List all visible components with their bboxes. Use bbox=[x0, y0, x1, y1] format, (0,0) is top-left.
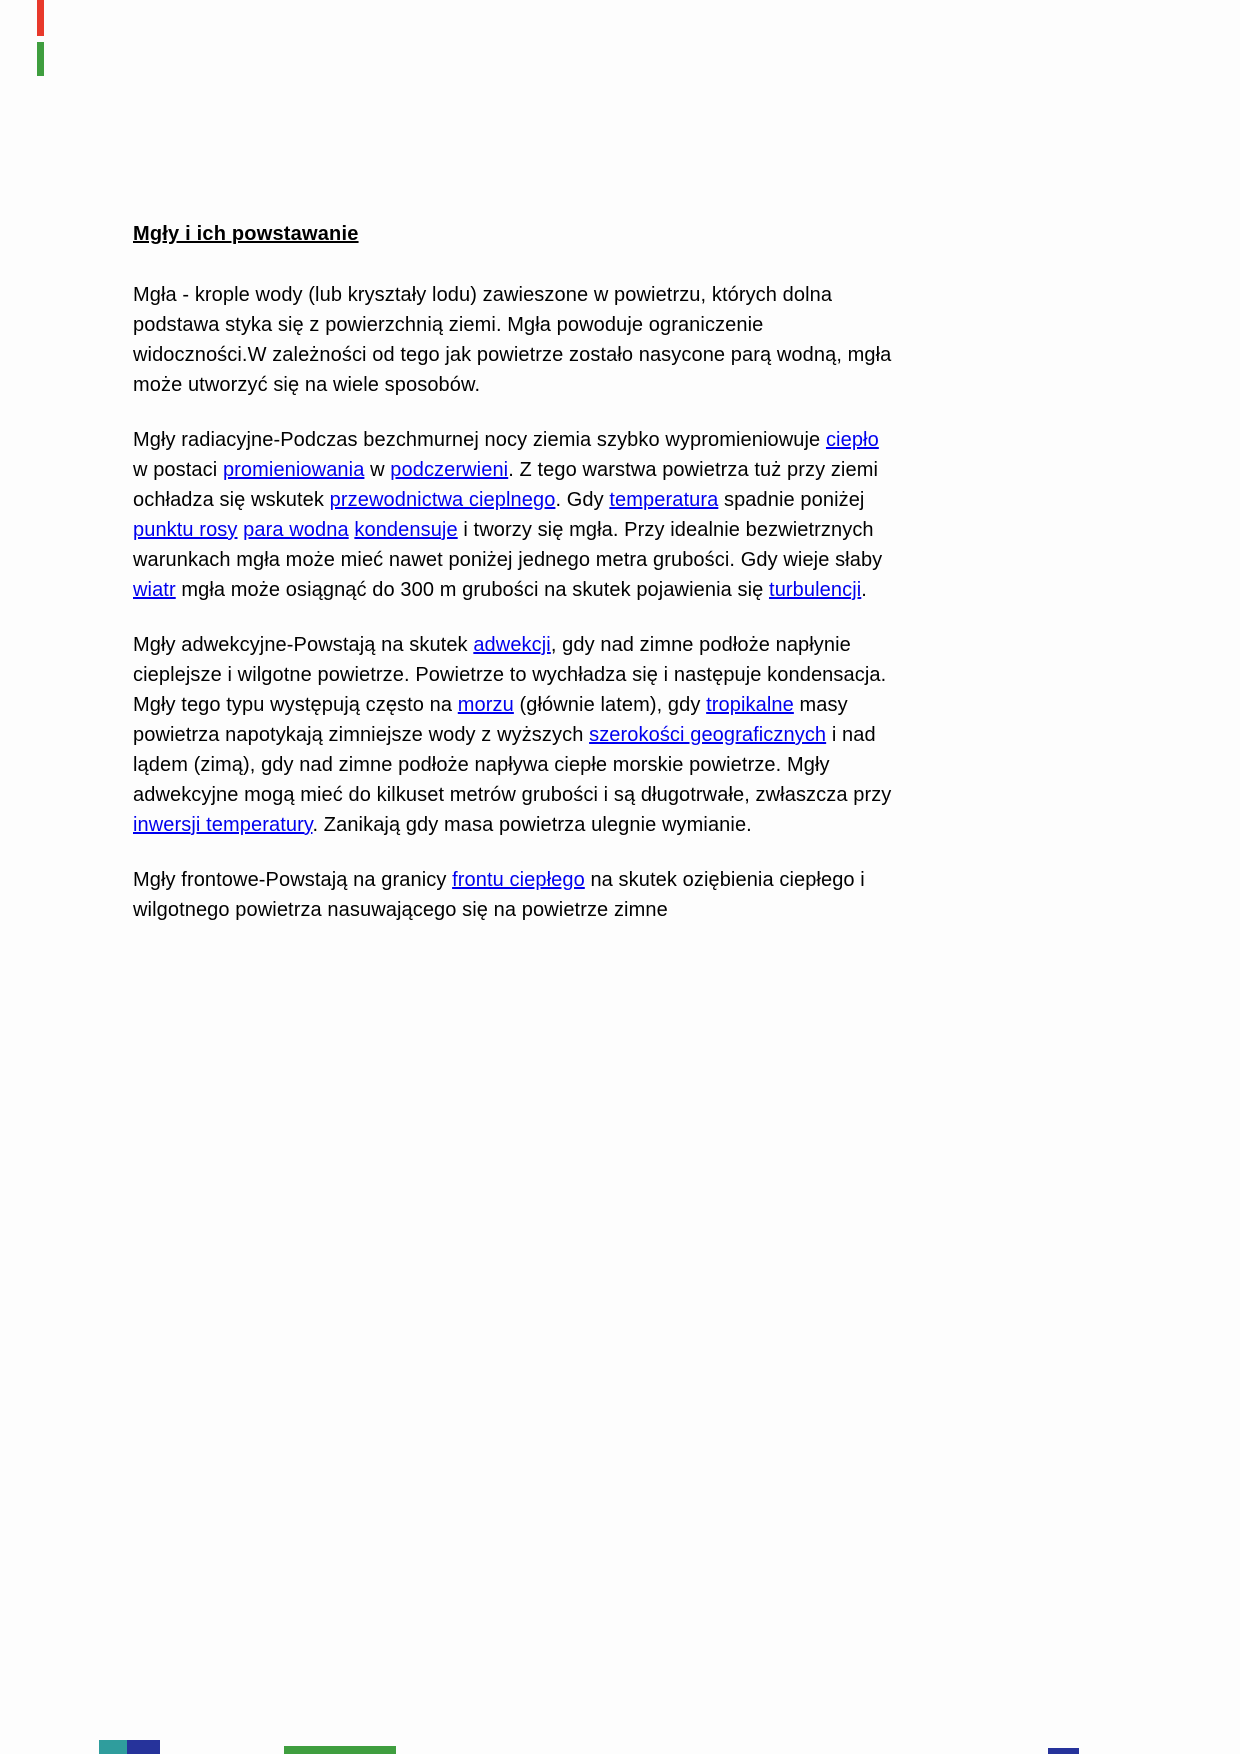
text-run: , gdy nad zimne podłoże napłynie bbox=[550, 634, 851, 656]
text-run: adwekcyjne mogą mieć do kilkuset metrów grubości i są długotrwałe, zwłaszcza przy bbox=[133, 784, 892, 806]
text-run: podstawa styka się z powierzchnią ziemi. Mgła powoduje ograniczenie bbox=[133, 314, 764, 336]
text-run: może utworzyć się na wiele sposobów. bbox=[133, 374, 481, 396]
text-run: w bbox=[364, 459, 391, 481]
text-run: cieplejsze i wilgotne powietrze. Powietrze to wychładza się i następuje kondensacja. bbox=[133, 664, 887, 686]
text-run: lądem (zimą), gdy nad zimne podłoże napływa ciepłe morskie powietrze. Mgły bbox=[133, 754, 830, 776]
text-run: Mgły radiacyjne-Podczas bezchmurnej nocy ziemia szybko wypromieniowuje bbox=[133, 429, 826, 451]
inline-link[interactable]: wiatr bbox=[133, 579, 176, 601]
text-run: na skutek oziębienia ciepłego i bbox=[584, 869, 865, 891]
text-run: (głównie latem), gdy bbox=[513, 694, 707, 716]
text-run: Mgły frontowe-Powstają na granicy bbox=[133, 869, 453, 891]
inline-link[interactable]: frontu ciepłego bbox=[452, 869, 585, 891]
text-run: . Gdy bbox=[555, 489, 610, 511]
text-run: mgła może osiągnąć do 300 m grubości na skutek pojawienia się bbox=[175, 579, 770, 601]
text-run: ochładza się wskutek bbox=[133, 489, 330, 511]
navy-bottom-right-mark bbox=[1048, 1748, 1079, 1754]
inline-link[interactable]: podczerwieni bbox=[390, 459, 509, 481]
text-run: . bbox=[861, 579, 867, 601]
text-run: i tworzy się mgła. Przy idealnie bezwietrznych bbox=[457, 519, 874, 541]
green-bottom-mark bbox=[284, 1746, 396, 1754]
teal-bottom-mark bbox=[99, 1740, 127, 1754]
paragraph-3 bbox=[133, 630, 1113, 840]
document-page bbox=[133, 219, 1113, 950]
inline-link[interactable]: tropikalne bbox=[706, 694, 794, 716]
text-run: Mgły adwekcyjne-Powstają na skutek bbox=[133, 634, 474, 656]
green-edge-mark bbox=[37, 42, 44, 76]
text-run: Mgły tego typu występują często na bbox=[133, 694, 458, 716]
text-run: warunkach mgła może mieć nawet poniżej jednego metra grubości. Gdy wieje słaby bbox=[133, 549, 883, 571]
inline-link[interactable]: temperatura bbox=[609, 489, 719, 511]
inline-link[interactable]: inwersji temperatury bbox=[133, 814, 313, 836]
text-run: widoczności.W zależności od tego jak powietrze zostało nasycone parą wodną, mgła bbox=[133, 344, 892, 366]
inline-link[interactable]: promieniowania bbox=[222, 459, 365, 481]
inline-link[interactable]: przewodnictwa cieplnego bbox=[329, 489, 556, 511]
inline-link[interactable]: morzu bbox=[457, 694, 514, 716]
text-run: masy bbox=[793, 694, 848, 716]
navy-bottom-mark bbox=[127, 1740, 160, 1754]
text-run: powietrza napotykają zimniejsze wody z wyższych bbox=[133, 724, 590, 746]
red-edge-mark bbox=[37, 0, 44, 36]
text-run: spadnie poniżej bbox=[718, 489, 865, 511]
inline-link[interactable]: punktu rosy bbox=[133, 519, 238, 541]
text-run: Mgła - krople wody (lub kryształy lodu) zawieszone w powietrzu, których dolna bbox=[133, 284, 833, 306]
paragraph-4 bbox=[133, 865, 1113, 925]
inline-link[interactable]: para wodna bbox=[243, 519, 349, 541]
inline-link[interactable]: ciepło bbox=[825, 429, 879, 451]
inline-link[interactable]: kondensuje bbox=[354, 519, 458, 541]
text-run: i nad bbox=[826, 724, 876, 746]
text-run: w postaci bbox=[133, 459, 223, 481]
text-run: wilgotnego powietrza nasuwającego się na powietrze zimne bbox=[133, 899, 668, 921]
document-body bbox=[133, 280, 1113, 925]
paragraph-2 bbox=[133, 425, 1113, 605]
text-run: . Zanikają gdy masa powietrza ulegnie wymianie. bbox=[312, 814, 752, 836]
inline-link[interactable]: szerokości geograficznych bbox=[589, 724, 827, 746]
inline-link[interactable]: turbulencji bbox=[769, 579, 862, 601]
document-title: Mgły i ich powstawanie bbox=[133, 223, 359, 245]
inline-link[interactable]: adwekcji bbox=[473, 634, 551, 656]
text-run: . Z tego warstwa powietrza tuż przy ziemi bbox=[508, 459, 878, 481]
paragraph-1 bbox=[133, 280, 1113, 400]
